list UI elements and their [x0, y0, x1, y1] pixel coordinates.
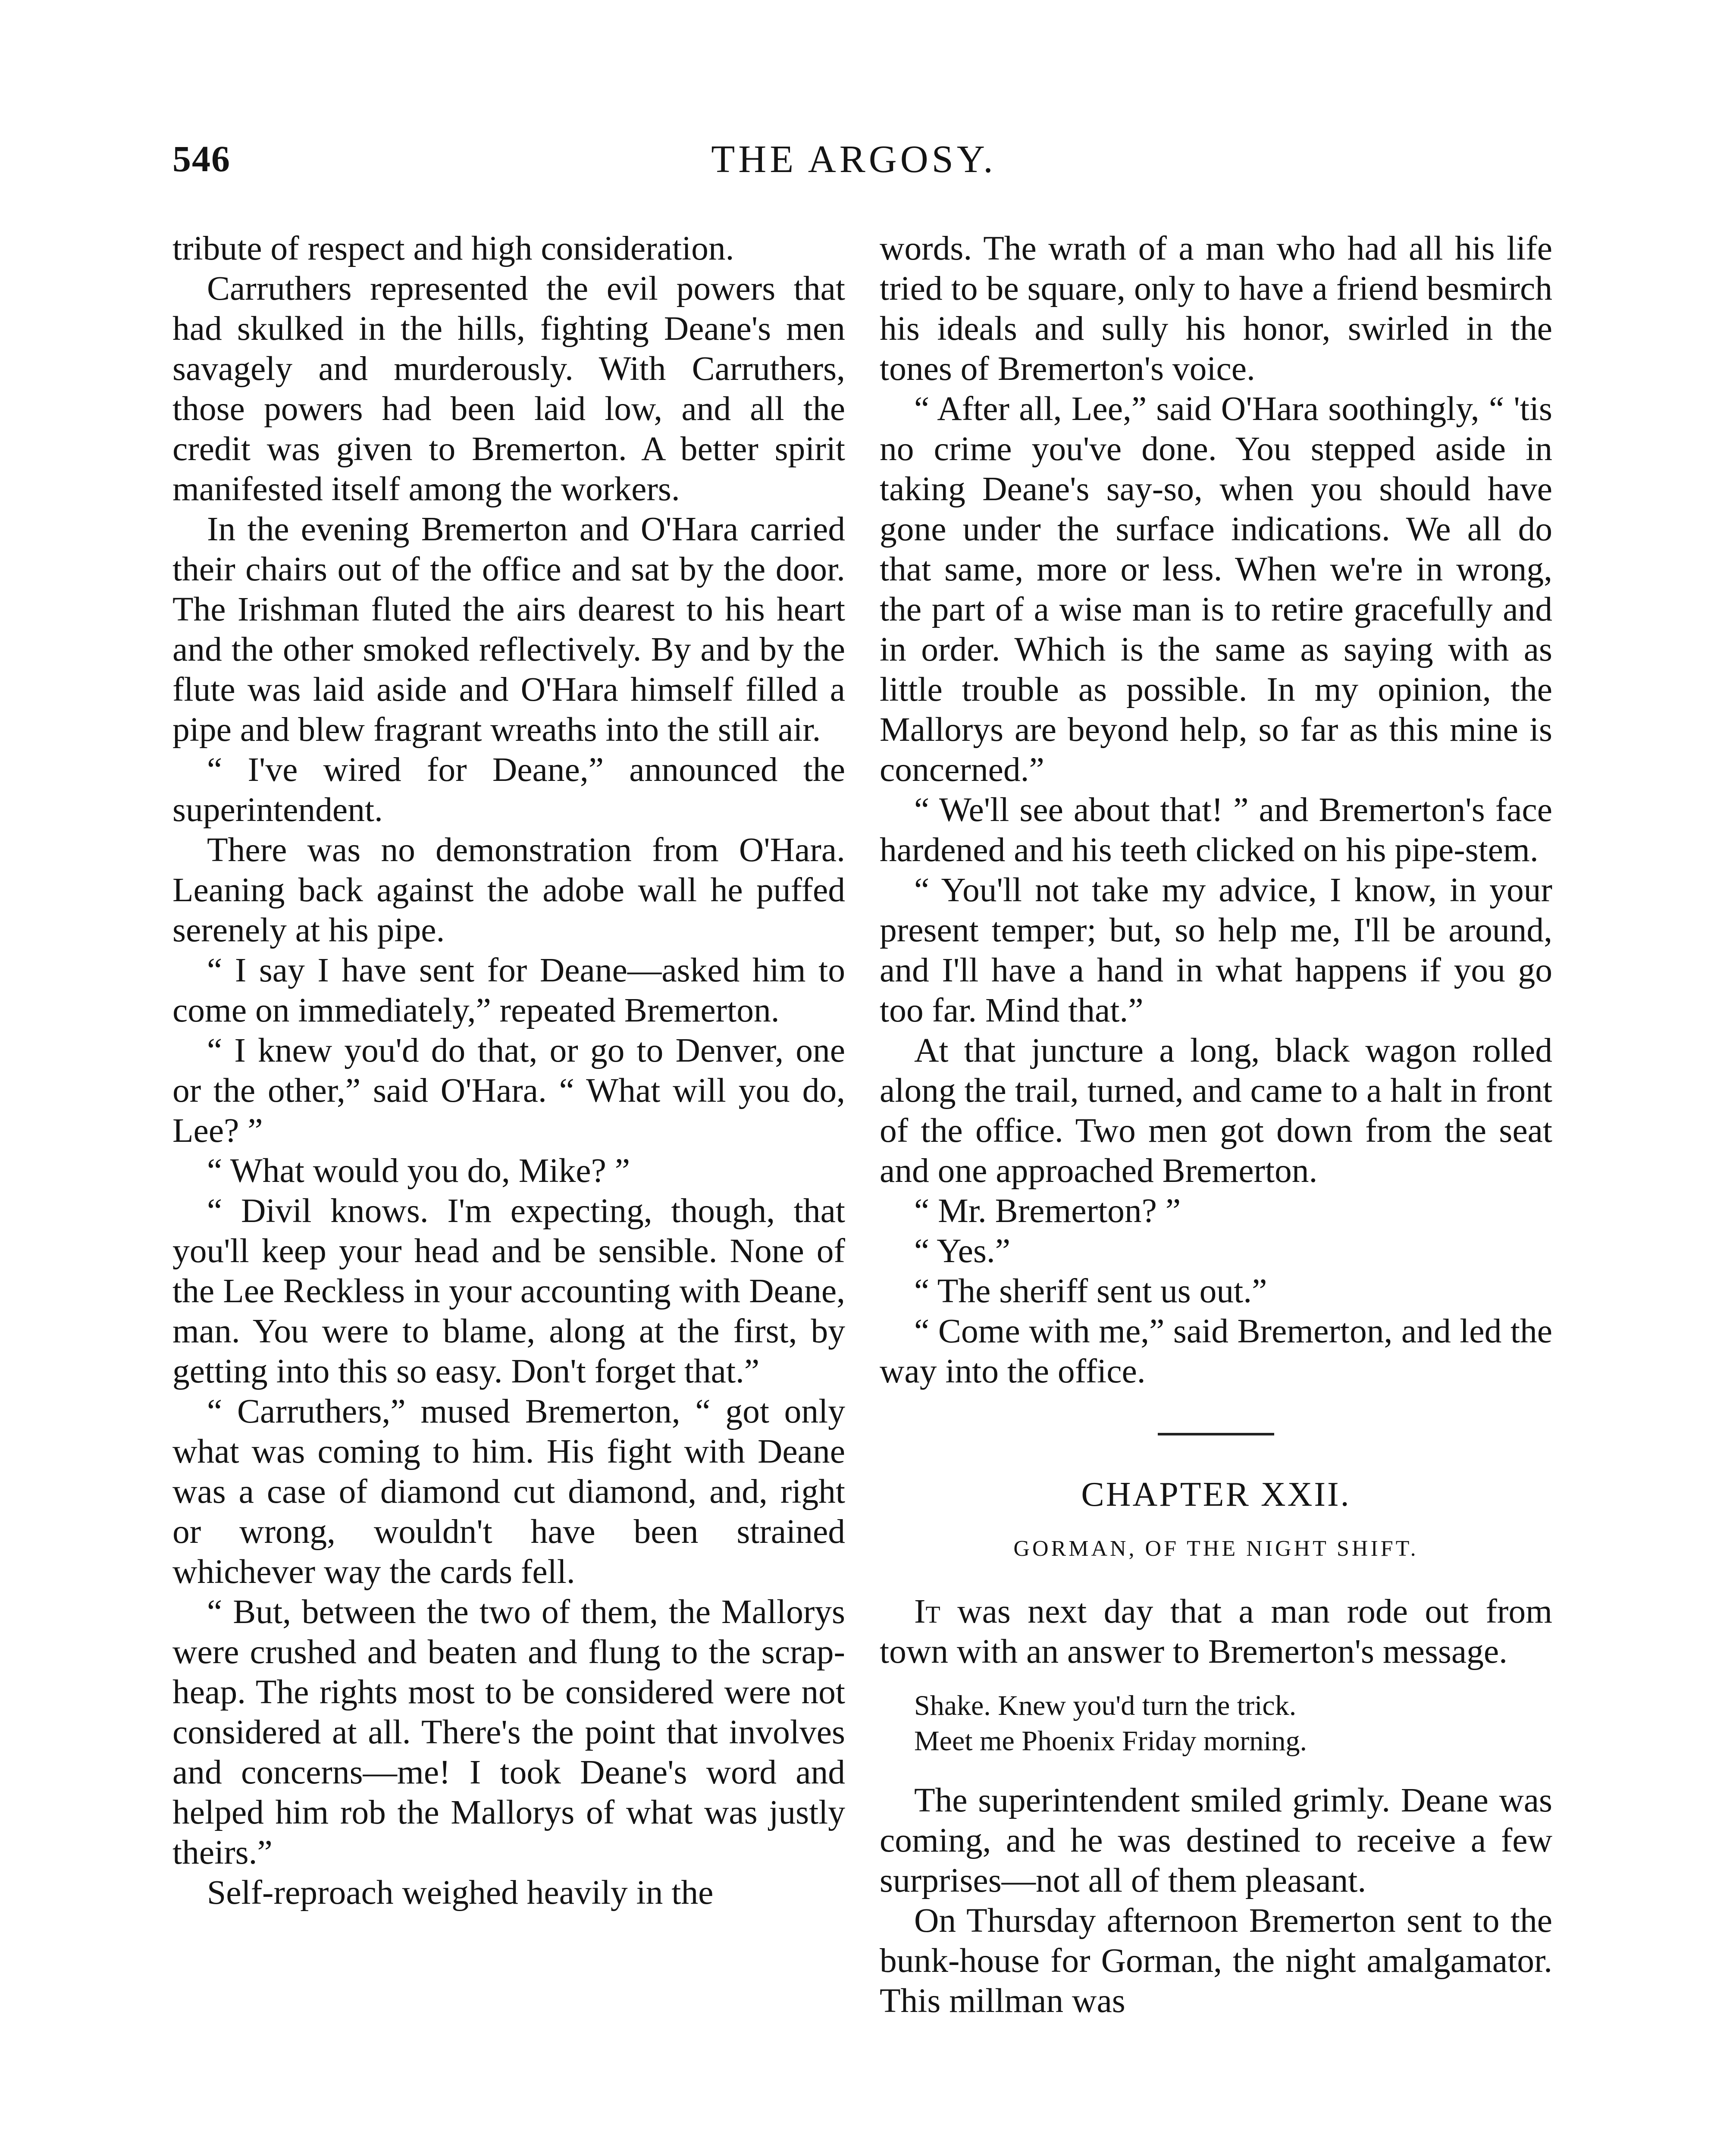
paragraph: “ I knew you'd do that, or go to Denver, one or the other,” said O'Hara. “ What will you do, Lee? ” [172, 1031, 845, 1150]
paragraph: In the evening Bremerton and O'Hara carried their chairs out of the office and sat by the door. The Irishman fluted the airs dearest to his heart and the other smoked reflectively. By and by the flute was laid aside and O'Hara himself filled a pipe and blew fragrant wreaths into the still air. [172, 510, 845, 749]
paragraph: On Thursday afternoon Bremerton sent to the bunk-house for Gorman, the night amalgamator. This millman was [880, 1902, 1552, 2020]
paragraph: “ I say I have sent for Deane—asked him to come on immediately,” repeated Bremerton. [172, 951, 845, 1029]
chapter-opening-paragraph [880, 1592, 1552, 1672]
paragraph: “ We'll see about that! ” and Bremerton's face hardened and his teeth clicked on his pipe-stem. [880, 791, 1552, 869]
telegram-message [880, 1688, 1552, 1759]
opening-text: was next day that a man rode out from town with an answer to Bremerton's message. [880, 1592, 1552, 1670]
paragraph: “ But, between the two of them, the Mallorys were crushed and beaten and flung to the scrap-heap. The rights most to be considered were not considered at all. There's the point that involves and concerns—me! I took Deane's word and helped him rob the Mallorys of what was justly theirs.” [172, 1593, 845, 1871]
paragraph: “ I've wired for Deane,” announced the superintendent. [172, 751, 845, 829]
page-header [172, 137, 1535, 193]
telegram-line: Meet me Phoenix Friday morning. [914, 1725, 1307, 1757]
paragraph: “ Come with me,” said Bremerton, and led the way into the office. [880, 1312, 1552, 1390]
opening-word: It [914, 1592, 940, 1630]
paragraph: “ Carruthers,” mused Bremerton, “ got only what was coming to him. His fight with Deane was a case of diamond cut diamond, and, right or wrong, wouldn't have been strained whichever way the cards fell. [172, 1392, 845, 1591]
page-number: 546 [172, 138, 231, 179]
running-head: THE ARGOSY. [711, 138, 997, 181]
chapter-title: CHAPTER XXII. [1081, 1476, 1351, 1514]
paragraph: “ Divil knows. I'm expecting, though, that you'll keep your head and be sensible. None of the Lee Reckless in your accounting with Deane, man. You were to blame, along at the first, by getting into this so easy. Don't forget that.” [172, 1192, 845, 1390]
telegram-line: Shake. Knew you'd turn the trick. [914, 1690, 1297, 1721]
paragraph: Carruthers represented the evil powers that had skulked in the hills, fighting Deane's men savagely and murderously. With Carruthers, those powers had been laid low, and all the credit was given to Bremerton. A better spirit manifested itself among the workers. [172, 270, 845, 508]
paragraph: The superintendent smiled grimly. Deane was coming, and he was destined to receive a few surprises—not all of them pleasant. [880, 1781, 1552, 1899]
right-column [880, 229, 1552, 2021]
section-divider [1158, 1433, 1274, 1435]
paragraph: Self-reproach weighed heavily in the [207, 1874, 714, 1912]
paragraph: “ Mr. Bremerton? ” [914, 1192, 1181, 1230]
paragraph: “ After all, Lee,” said O'Hara soothingly, “ 'tis no crime you've done. You stepped aside in taking Deane's say-so, when you should have gone under the surface indications. We all do that same, more or less. When we're in wrong, the part of a wise man is to retire gracefully and in order. Which is the same as saying with as little trouble as possible. In my opinion, the Mallorys are beyond help, so far as this mine is concerned.” [880, 390, 1552, 789]
paragraph: “ The sheriff sent us out.” [914, 1272, 1267, 1310]
paragraph: tribute of respect and high consideration. [172, 229, 734, 267]
paragraph: “ What would you do, Mike? ” [207, 1152, 630, 1190]
paragraph: words. The wrath of a man who had all his life tried to be square, only to have a friend besmirch his ideals and sully his honor, swirled in the tones of Bremerton's voice. [880, 229, 1552, 388]
paragraph: There was no demonstration from O'Hara. Leaning back against the adobe wall he puffed serenely at his pipe. [172, 831, 845, 949]
left-column [172, 229, 845, 1913]
paragraph: “ Yes.” [914, 1232, 1011, 1270]
paragraph: At that juncture a long, black wagon rolled along the trail, turned, and came to a halt in front of the office. Two men got down from the seat and one approached Bremerton. [880, 1031, 1552, 1190]
paragraph: “ You'll not take my advice, I know, in your present temper; but, so help me, I'll be around, and I'll have a hand in what happens if you go too far. Mind that.” [880, 871, 1552, 1029]
chapter-subtitle: GORMAN, OF THE NIGHT SHIFT. [1013, 1536, 1419, 1561]
